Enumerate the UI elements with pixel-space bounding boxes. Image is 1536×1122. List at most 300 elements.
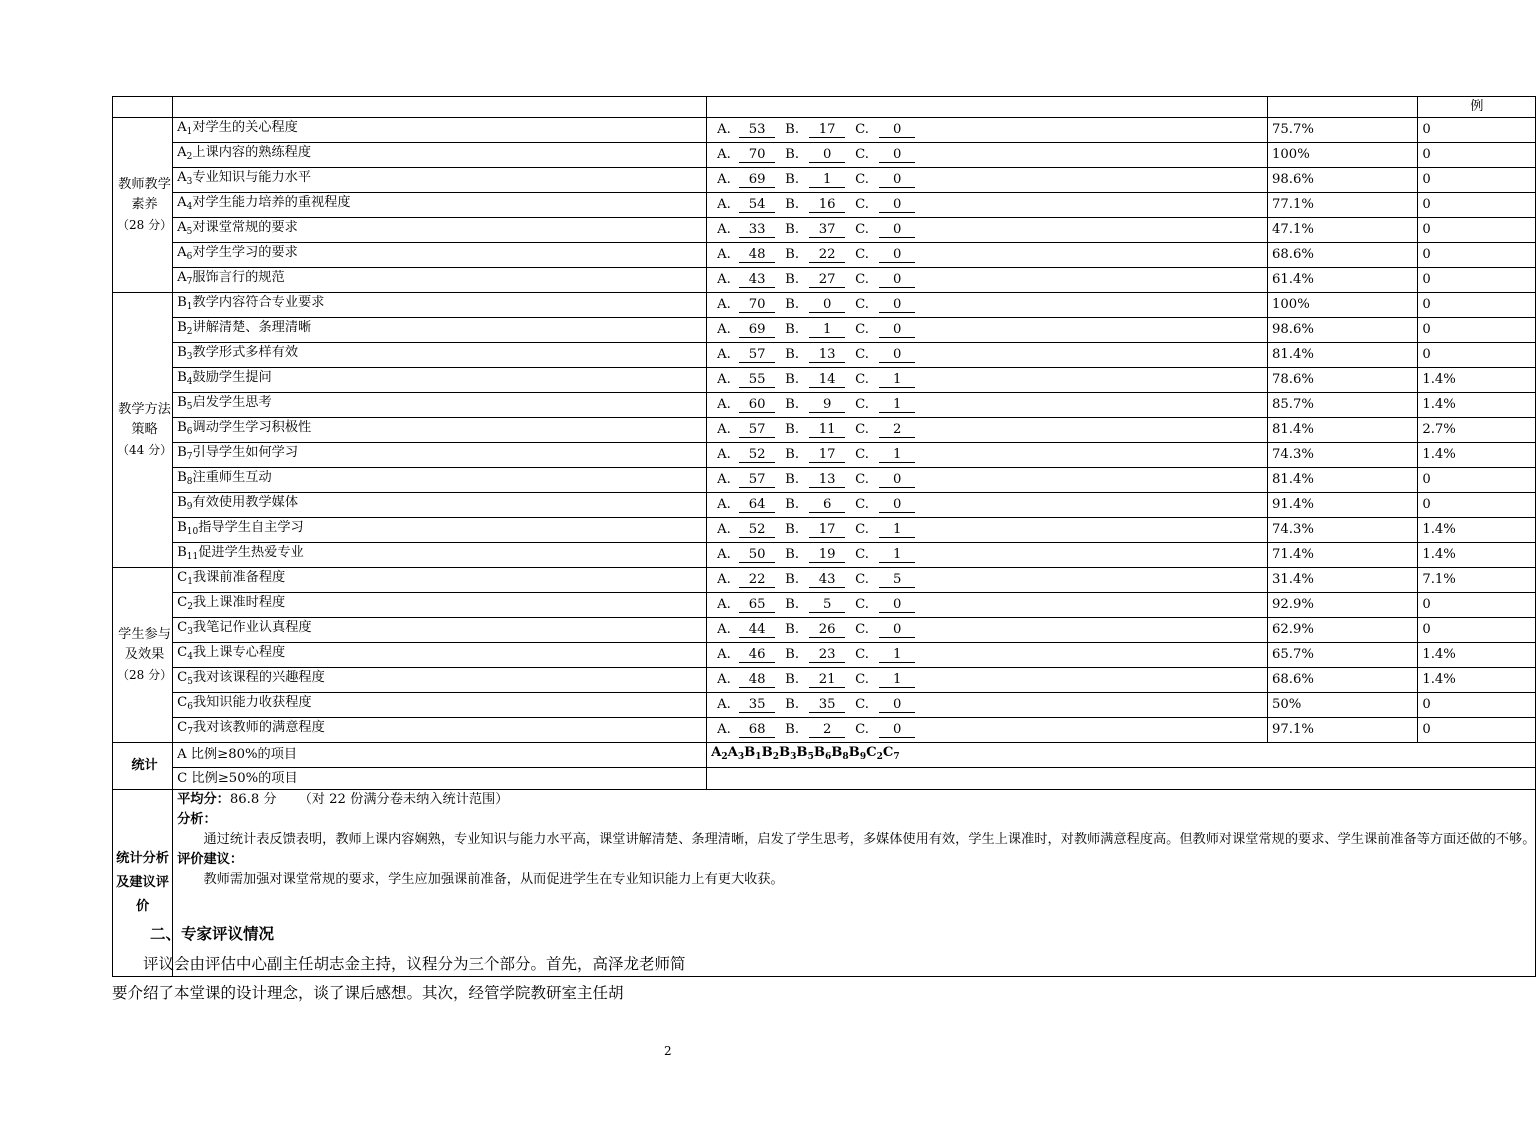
item-code-subscript: 5 (186, 402, 193, 413)
option-a-count: 57 (739, 423, 775, 438)
item-text: 调动学生学习积极性 (192, 420, 312, 436)
item-text: 注重师生互动 (192, 470, 272, 486)
stats-row-a-label: A 比例≥80%的项目 (173, 743, 707, 768)
item-options-cell (707, 493, 1268, 518)
category-points: （44 分） (117, 443, 173, 458)
item-text: 对学生的关心程度 (192, 120, 298, 136)
evaluation-table (112, 96, 1536, 977)
option-c-label: C. (855, 622, 869, 638)
option-c-count: 0 (879, 473, 915, 488)
item-a-percent: 100% (1268, 143, 1418, 168)
item-code-subscript: 1 (186, 127, 193, 138)
item-row (113, 468, 1536, 493)
option-c-label: C. (855, 197, 869, 213)
item-code: A (177, 195, 187, 211)
item-a-percent: 62.9% (1268, 618, 1418, 643)
option-c-count: 0 (879, 623, 915, 638)
item-text: 对课堂常规的要求 (192, 220, 298, 236)
analysis-label-line: 价 (135, 898, 150, 914)
item-text: 教学形式多样有效 (192, 345, 299, 361)
item-options-cell (707, 218, 1268, 243)
option-b-label: B. (785, 322, 800, 338)
item-code-subscript: 4 (187, 652, 193, 663)
option-c-count: 0 (879, 323, 915, 338)
option-b-label: B. (785, 372, 800, 388)
item-options-cell (707, 618, 1268, 643)
option-b-count: 22 (809, 248, 845, 263)
option-b-count: 17 (809, 523, 845, 538)
item-text-cell (173, 668, 707, 693)
item-row (113, 318, 1536, 343)
item-text-cell (173, 593, 707, 618)
option-c-label: C. (855, 297, 869, 313)
item-text: 我上课专心程度 (192, 645, 286, 661)
option-c-label: C. (855, 672, 869, 688)
item-c-percent: 0 (1418, 243, 1536, 268)
item-text: 鼓励学生提问 (192, 370, 272, 386)
header-row-continuation (113, 97, 1536, 118)
item-text-cell (173, 268, 707, 293)
item-text: 讲解清楚、条理清晰 (192, 320, 312, 336)
analysis-label-line: 统计分析 (116, 850, 169, 866)
item-options-cell (707, 593, 1268, 618)
option-a-count: 54 (739, 198, 775, 213)
category-name-line: 及效果 (124, 647, 165, 663)
option-c-label: C. (855, 147, 869, 163)
option-b-count: 35 (809, 698, 845, 713)
item-row (113, 268, 1536, 293)
item-code-subscript: 3 (187, 627, 193, 638)
option-a-count: 69 (739, 173, 775, 188)
item-row (113, 368, 1536, 393)
item-c-percent: 1.4% (1418, 543, 1536, 568)
option-b-label: B. (785, 672, 800, 688)
option-a-count: 46 (739, 648, 775, 663)
option-c-label: C. (855, 722, 869, 738)
option-c-count: 1 (879, 398, 915, 413)
category-name-line: 策略 (131, 422, 158, 438)
option-c-label: C. (855, 322, 869, 338)
item-text-cell (173, 568, 707, 593)
item-c-percent: 0 (1418, 618, 1536, 643)
item-code: C (177, 645, 188, 661)
option-b-label: B. (785, 697, 800, 713)
item-c-percent: 0 (1418, 193, 1536, 218)
item-code-subscript: 2 (186, 327, 193, 338)
option-b-label: B. (785, 447, 800, 463)
option-a-count: 53 (739, 123, 775, 138)
option-a-count: 55 (739, 373, 775, 388)
item-options-cell (707, 268, 1268, 293)
item-text: 引导学生如何学习 (192, 445, 299, 461)
item-a-percent: 47.1% (1268, 218, 1418, 243)
item-c-percent: 0 (1418, 693, 1536, 718)
item-row (113, 293, 1536, 318)
item-text-cell (173, 193, 707, 218)
item-code-subscript: 2 (186, 152, 193, 163)
option-c-label: C. (855, 597, 869, 613)
option-b-label: B. (785, 172, 800, 188)
item-code: A (177, 220, 187, 236)
option-b-count: 14 (809, 373, 845, 388)
item-text: 促进学生热爱专业 (198, 545, 304, 561)
item-text: 服饰言行的规范 (192, 270, 285, 286)
option-a-label: A. (717, 322, 731, 338)
item-a-percent: 98.6% (1268, 168, 1418, 193)
item-a-percent: 74.3% (1268, 443, 1418, 468)
item-a-percent: 71.4% (1268, 543, 1418, 568)
item-code-subscript: 10 (186, 527, 199, 538)
item-row (113, 343, 1536, 368)
option-c-label: C. (855, 447, 869, 463)
option-a-count: 48 (739, 248, 775, 263)
option-c-label: C. (855, 472, 869, 488)
option-a-label: A. (717, 522, 731, 538)
item-a-percent: 61.4% (1268, 268, 1418, 293)
option-b-label: B. (785, 147, 800, 163)
item-code: B (177, 395, 187, 411)
item-c-percent: 0 (1418, 168, 1536, 193)
option-c-label: C. (855, 497, 869, 513)
item-c-percent: 1.4% (1418, 393, 1536, 418)
option-b-count: 17 (809, 448, 845, 463)
option-a-label: A. (717, 197, 731, 213)
item-options-cell (707, 318, 1268, 343)
option-a-label: A. (717, 497, 731, 513)
average-note: （对 22 份满分卷未纳入统计范围） (298, 791, 509, 807)
option-a-count: 48 (739, 673, 775, 688)
item-text-cell (173, 468, 707, 493)
option-a-label: A. (717, 672, 731, 688)
option-b-label: B. (785, 597, 800, 613)
option-c-label: C. (855, 247, 869, 263)
item-code-subscript: 9 (186, 502, 193, 513)
item-c-percent: 1.4% (1418, 518, 1536, 543)
item-code: B (177, 320, 187, 336)
option-a-count: 35 (739, 698, 775, 713)
item-c-percent: 1.4% (1418, 443, 1536, 468)
option-b-label: B. (785, 397, 800, 413)
option-b-count: 11 (809, 423, 845, 438)
option-a-count: 52 (739, 448, 775, 463)
option-b-count: 19 (809, 548, 845, 563)
category-name-line: 素养 (131, 197, 158, 213)
option-c-count: 0 (879, 298, 915, 313)
item-text: 我上课准时程度 (192, 595, 286, 611)
item-code-subscript: 2 (187, 602, 193, 613)
option-b-count: 17 (809, 123, 845, 138)
item-code: B (177, 420, 187, 436)
item-a-percent: 68.6% (1268, 668, 1418, 693)
option-c-count: 0 (879, 348, 915, 363)
item-text-cell (173, 693, 707, 718)
item-options-cell (707, 718, 1268, 743)
item-a-percent: 78.6% (1268, 368, 1418, 393)
item-row (113, 168, 1536, 193)
option-a-label: A. (717, 372, 731, 388)
option-a-count: 44 (739, 623, 775, 638)
option-a-count: 68 (739, 723, 775, 738)
item-code: B (177, 470, 187, 486)
category-points: （28 分） (117, 668, 173, 683)
item-text-cell (173, 543, 707, 568)
item-options-cell (707, 118, 1268, 143)
option-c-count: 0 (879, 723, 915, 738)
option-a-label: A. (717, 472, 731, 488)
item-options-cell (707, 543, 1268, 568)
option-b-label: B. (785, 572, 800, 588)
option-a-count: 65 (739, 598, 775, 613)
option-a-label: A. (717, 622, 731, 638)
item-a-percent: 92.9% (1268, 593, 1418, 618)
average-label: 平均分： (177, 791, 230, 807)
item-c-percent: 2.7% (1418, 418, 1536, 443)
option-c-count: 0 (879, 273, 915, 288)
item-code: C (177, 695, 188, 711)
option-a-label: A. (717, 272, 731, 288)
item-code-subscript: 1 (187, 577, 193, 588)
category-cell (113, 293, 173, 568)
item-code: C (177, 670, 188, 686)
item-row (113, 543, 1536, 568)
section-heading: 二、专家评议情况 (150, 925, 275, 943)
option-a-count: 57 (739, 348, 775, 363)
category-points: （28 分） (117, 218, 173, 233)
item-c-percent: 0 (1418, 468, 1536, 493)
option-c-label: C. (855, 172, 869, 188)
option-b-count: 0 (809, 298, 845, 313)
item-row (113, 493, 1536, 518)
option-b-label: B. (785, 297, 800, 313)
average-value: 86.8 分 (229, 791, 277, 807)
item-row (113, 618, 1536, 643)
option-c-label: C. (855, 547, 869, 563)
item-text: 我对该课程的兴趣程度 (192, 670, 325, 686)
item-code-subscript: 4 (186, 377, 193, 388)
stats-row-a (113, 743, 1536, 768)
item-text-cell (173, 218, 707, 243)
item-text: 我笔记作业认真程度 (192, 620, 312, 636)
option-c-label: C. (855, 697, 869, 713)
item-text-cell (173, 518, 707, 543)
item-row (113, 218, 1536, 243)
item-text-cell (173, 293, 707, 318)
item-text-cell (173, 393, 707, 418)
item-text-cell (173, 343, 707, 368)
item-code-subscript: 6 (187, 702, 193, 713)
item-row (113, 443, 1536, 468)
category-name-line: 教学方法 (118, 402, 171, 418)
item-text-cell (173, 118, 707, 143)
option-b-label: B. (785, 222, 800, 238)
item-text: 启发学生思考 (192, 395, 272, 411)
item-c-percent: 0 (1418, 493, 1536, 518)
option-b-label: B. (785, 422, 800, 438)
item-c-percent: 7.1% (1418, 568, 1536, 593)
option-a-label: A. (717, 397, 731, 413)
stats-row-a-value: $A_2A_3B_1B_2B_3B_5B_6B_8B_9C_2C_7$ (707, 743, 1536, 768)
item-row (113, 568, 1536, 593)
item-code: B (177, 520, 187, 536)
option-c-label: C. (855, 647, 869, 663)
item-options-cell (707, 418, 1268, 443)
item-a-percent: 65.7% (1268, 643, 1418, 668)
item-code: B (177, 370, 187, 386)
advice-heading: 评价建议： (177, 851, 244, 867)
item-c-percent: 0 (1418, 118, 1536, 143)
item-a-percent: 98.6% (1268, 318, 1418, 343)
option-b-count: 6 (809, 498, 845, 513)
item-code: B (177, 295, 187, 311)
item-row (113, 143, 1536, 168)
item-a-percent: 81.4% (1268, 343, 1418, 368)
item-text-cell (173, 418, 707, 443)
option-a-label: A. (717, 647, 731, 663)
item-options-cell (707, 168, 1268, 193)
item-code: A (177, 245, 187, 261)
option-a-count: 50 (739, 548, 775, 563)
item-text: 对学生能力培养的重视程度 (192, 195, 351, 211)
option-c-label: C. (855, 222, 869, 238)
option-c-label: C. (855, 372, 869, 388)
item-code: B (177, 445, 187, 461)
option-b-count: 26 (809, 623, 845, 638)
item-a-percent: 100% (1268, 293, 1418, 318)
option-c-count: 1 (879, 373, 915, 388)
option-a-label: A. (717, 347, 731, 363)
option-b-count: 5 (809, 598, 845, 613)
item-text-cell (173, 443, 707, 468)
item-c-percent: 0 (1418, 318, 1536, 343)
item-options-cell (707, 293, 1268, 318)
item-text: 专业知识与能力水平 (192, 170, 312, 186)
analysis-text: 通过统计表反馈表明，教师上课内容娴熟，专业知识与能力水平高，课堂讲解清楚、条理清晰，启发了学生思考，多媒体使用有效，学生上课准时，对教师满意程度高。但教师对课堂常规的要求、学生课前准备等方面还做的不够。 (203, 831, 1536, 847)
option-c-count: 0 (879, 598, 915, 613)
item-options-cell (707, 393, 1268, 418)
item-code: B (177, 545, 187, 561)
item-text: 教学内容符合专业要求 (192, 295, 325, 311)
option-b-label: B. (785, 272, 800, 288)
option-a-label: A. (717, 597, 731, 613)
analysis-label-cell (113, 789, 173, 976)
option-a-count: 70 (739, 298, 775, 313)
item-c-percent: 0 (1418, 593, 1536, 618)
item-code-subscript: 8 (186, 477, 193, 488)
item-a-percent: 81.4% (1268, 468, 1418, 493)
item-text: 我课前准备程度 (192, 570, 286, 586)
item-a-percent: 50% (1268, 693, 1418, 718)
item-options-cell (707, 343, 1268, 368)
item-options-cell (707, 518, 1268, 543)
item-text: 我对该教师的满意程度 (192, 720, 325, 736)
option-a-count: 22 (739, 573, 775, 588)
item-c-percent: 1.4% (1418, 643, 1536, 668)
item-text-cell (173, 318, 707, 343)
item-code: A (177, 170, 187, 186)
option-b-count: 21 (809, 673, 845, 688)
item-c-percent: 0 (1418, 268, 1536, 293)
option-c-label: C. (855, 422, 869, 438)
option-c-count: 1 (879, 648, 915, 663)
average-line (177, 790, 1535, 810)
item-row (113, 718, 1536, 743)
item-row (113, 668, 1536, 693)
option-a-count: 43 (739, 273, 775, 288)
option-b-count: 43 (809, 573, 845, 588)
item-code-subscript: 5 (187, 677, 193, 688)
item-text: 上课内容的熟练程度 (192, 145, 312, 161)
item-text: 有效使用教学媒体 (192, 495, 299, 511)
advice-text: 教师需加强对课堂常规的要求，学生应加强课前准备，从而促进学生在专业知识能力上有更大收获。 (203, 871, 784, 887)
option-c-count: 1 (879, 523, 915, 538)
item-c-percent: 0 (1418, 218, 1536, 243)
option-c-count: 0 (879, 198, 915, 213)
item-code: A (177, 145, 187, 161)
item-code-subscript: 6 (186, 252, 193, 263)
option-b-count: 2 (809, 723, 845, 738)
item-options-cell (707, 193, 1268, 218)
option-b-label: B. (785, 522, 800, 538)
option-a-label: A. (717, 447, 731, 463)
option-b-label: B. (785, 197, 800, 213)
item-options-cell (707, 143, 1268, 168)
item-code: A (177, 120, 187, 136)
option-b-count: 27 (809, 273, 845, 288)
option-c-label: C. (855, 122, 869, 138)
item-options-cell (707, 568, 1268, 593)
section-body-paragraph: 评议会由评估中心副主任胡志金主持，议程分为三个部分。首先，高泽龙老师简要介绍了本堂课的设计理念，谈了课后感想。其次，经管学院教研室主任胡 (112, 955, 686, 1002)
item-code: C (177, 595, 188, 611)
stats-row-c-value (707, 768, 1536, 789)
item-row (113, 593, 1536, 618)
item-c-percent: 0 (1418, 343, 1536, 368)
item-a-percent: 31.4% (1268, 568, 1418, 593)
item-code-subscript: 1 (186, 302, 193, 313)
option-a-label: A. (717, 247, 731, 263)
item-code: A (177, 270, 187, 286)
option-b-label: B. (785, 622, 800, 638)
item-options-cell (707, 643, 1268, 668)
item-code-subscript: 5 (186, 227, 193, 238)
category-cell (113, 118, 173, 293)
item-text-cell (173, 718, 707, 743)
option-c-count: 0 (879, 698, 915, 713)
option-b-count: 13 (809, 348, 845, 363)
option-a-count: 57 (739, 473, 775, 488)
item-row (113, 118, 1536, 143)
option-c-label: C. (855, 397, 869, 413)
option-b-count: 23 (809, 648, 845, 663)
item-code: B (177, 345, 187, 361)
option-b-count: 9 (809, 398, 845, 413)
item-code-subscript: 3 (186, 352, 193, 363)
item-text: 指导学生自主学习 (198, 520, 304, 536)
option-c-count: 2 (879, 423, 915, 438)
item-text: 我知识能力收获程度 (192, 695, 312, 711)
option-a-label: A. (717, 722, 731, 738)
option-c-count: 0 (879, 498, 915, 513)
option-c-count: 0 (879, 223, 915, 238)
option-a-count: 33 (739, 223, 775, 238)
option-a-label: A. (717, 547, 731, 563)
item-options-cell (707, 368, 1268, 393)
item-code-subscript: 7 (187, 727, 193, 738)
item-a-percent: 81.4% (1268, 418, 1418, 443)
option-c-label: C. (855, 347, 869, 363)
option-b-count: 16 (809, 198, 845, 213)
option-c-count: 0 (879, 123, 915, 138)
item-code-subscript: 11 (186, 552, 199, 563)
